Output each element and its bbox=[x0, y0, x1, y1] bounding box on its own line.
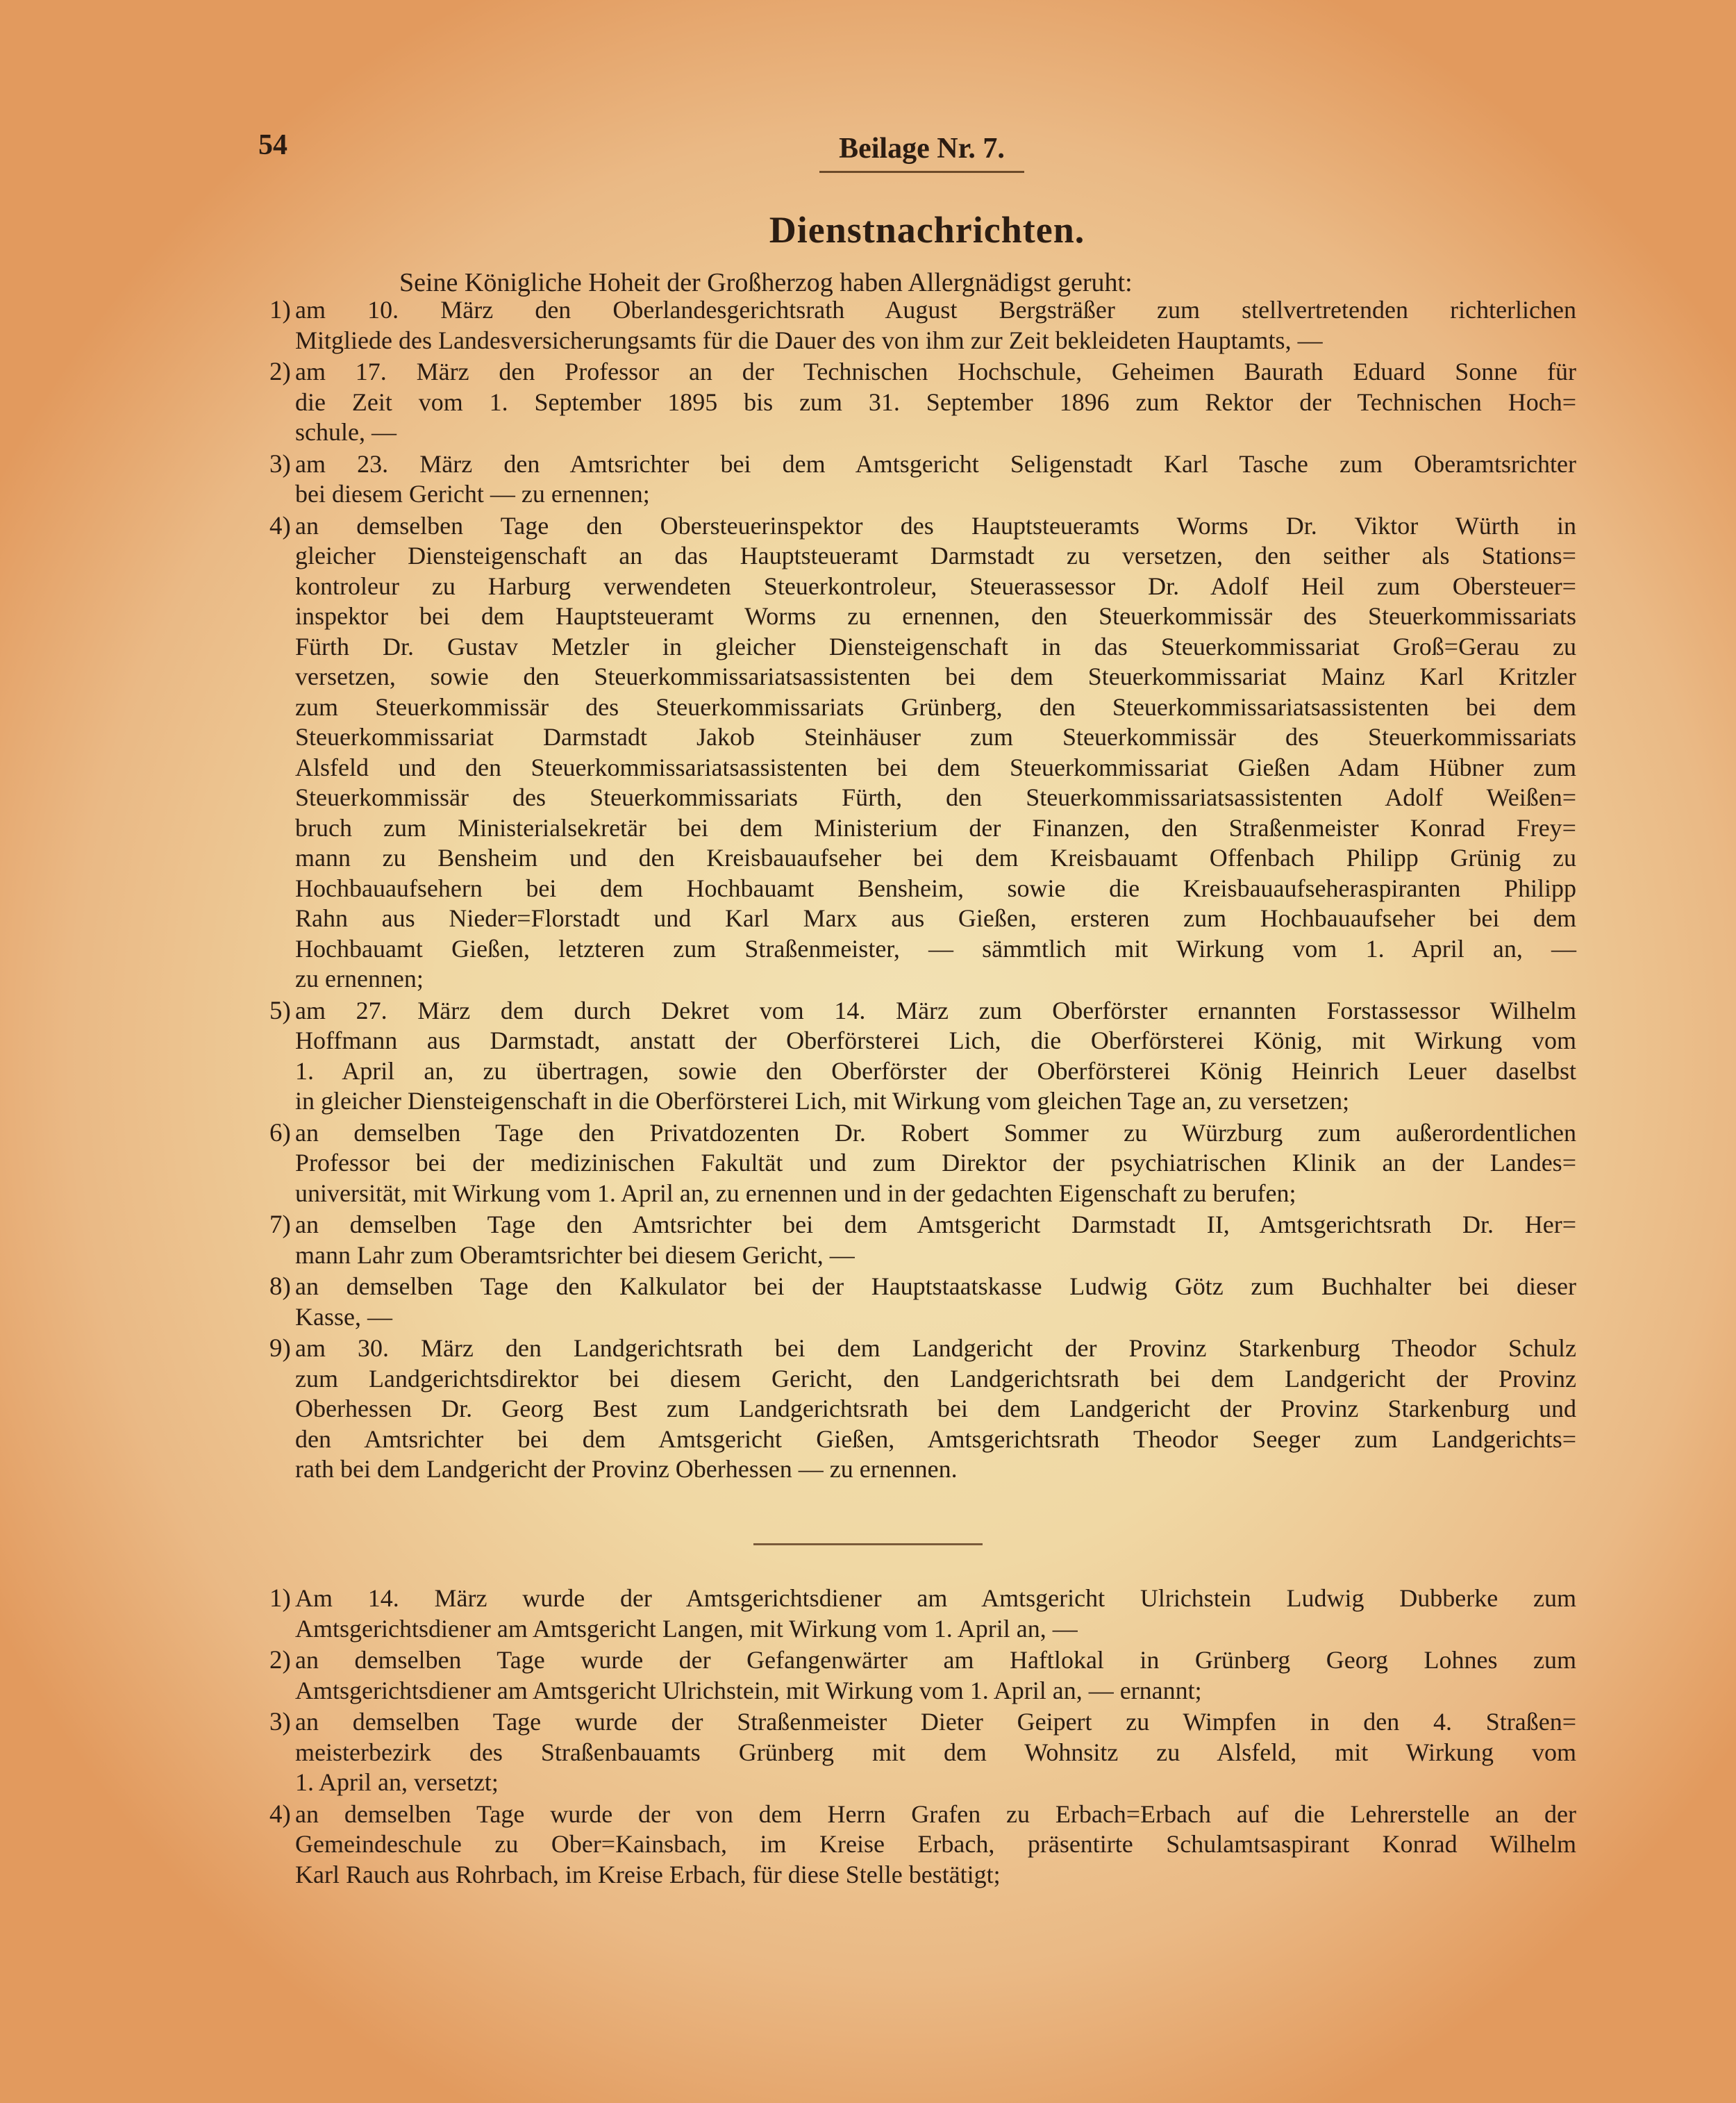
text-line: meisterbezirk des Straßenbauamts Grünberg mit dem Wohnsitz zu Alsfeld, mit Wirkung vom bbox=[295, 1738, 1576, 1766]
text-line: kontroleur zu Harburg verwendeten Steuerkontroleur, Steuerassessor Dr. Adolf Heil zum Obersteuer= bbox=[295, 572, 1576, 600]
item-number: 7) bbox=[269, 1211, 291, 1239]
text-line: mann Lahr zum Oberamtsrichter bei diesem Gericht, — bbox=[295, 1240, 855, 1269]
text-line: Karl Rauch aus Rohrbach, im Kreise Erbach, für diese Stelle bestätigt; bbox=[295, 1860, 1001, 1888]
text-line: 1. April an, versetzt; bbox=[295, 1768, 499, 1796]
text-line: am 23. März den Amtsrichter bei dem Amtsgericht Seligenstadt Karl Tasche zum Oberamtsrichter bbox=[295, 449, 1576, 478]
text-line: am 27. März dem durch Dekret vom 14. März zum Oberförster ernannten Forstassessor Wilhelm bbox=[295, 996, 1576, 1024]
item-number: 4) bbox=[269, 511, 291, 540]
text-line: an demselben Tage den Amtsrichter bei dem Amtsgericht Darmstadt II, Amtsgerichtsrath Dr. Her= bbox=[295, 1211, 1576, 1238]
running-header: Beilage Nr. 7. bbox=[839, 133, 1005, 165]
item-number: 6) bbox=[269, 1118, 291, 1147]
text-line: Amtsgerichtsdiener am Amtsgericht Langen, mit Wirkung vom 1. April an, — bbox=[295, 1614, 1078, 1643]
list-item bbox=[0, 1210, 1736, 1270]
text-line: Amtsgerichtsdiener am Amtsgericht Ulrichstein, mit Wirkung vom 1. April an, — ernannt; bbox=[295, 1676, 1202, 1704]
item-number: 8) bbox=[269, 1272, 291, 1301]
text-line: an demselben Tage den Privatdozenten Dr. Robert Sommer zu Würzburg zum außerordentlichen bbox=[295, 1118, 1576, 1147]
page-number: 54 bbox=[258, 129, 287, 161]
text-line: Steuerkommissariat Darmstadt Jakob Steinhäuser zum Steuerkommissär des Steuerkommissariats bbox=[295, 723, 1576, 751]
page-title: Dienstnachrichten. bbox=[769, 209, 1085, 251]
appointments-section-royal bbox=[0, 295, 1736, 1486]
text-line: an demselben Tage den Obersteuerinspektor des Hauptsteueramts Worms Dr. Viktor Würth in bbox=[295, 511, 1576, 540]
text-line: Hochbauamt Gießen, letzteren zum Straßenmeister, — sämmtlich mit Wirkung vom 1. April an, — bbox=[295, 934, 1576, 963]
header-underline bbox=[819, 171, 1024, 173]
text-line: an demselben Tage den Kalkulator bei der Hauptstaatskasse Ludwig Götz zum Buchhalter bei dieser bbox=[295, 1272, 1576, 1300]
text-line: am 10. März den Oberlandesgerichtsrath August Bergsträßer zum stellvertretenden richterlichen bbox=[295, 296, 1576, 324]
text-line: am 30. März den Landgerichtsrath bei dem Landgericht der Provinz Starkenburg Theodor Schulz bbox=[295, 1334, 1576, 1362]
item-number: 2) bbox=[269, 358, 291, 386]
item-number: 4) bbox=[269, 1799, 291, 1829]
list-item bbox=[0, 1118, 1736, 1209]
text-line: rath bei dem Landgericht der Provinz Oberhessen — zu ernennen. bbox=[295, 1455, 958, 1483]
list-item bbox=[0, 1707, 1736, 1798]
text-line: zum Steuerkommissär des Steuerkommissariats Grünberg, den Steuerkommissariatsassistenten bei dem bbox=[295, 692, 1576, 721]
list-item bbox=[0, 1645, 1736, 1706]
text-line: an demselben Tage wurde der Gefangenwärter am Haftlokal in Grünberg Georg Lohnes zum bbox=[295, 1646, 1576, 1674]
item-number: 1) bbox=[269, 1584, 291, 1613]
list-item bbox=[0, 511, 1736, 995]
text-line: Fürth Dr. Gustav Metzler in gleicher Diensteigenschaft in das Steuerkommissariat Groß=Gerau zu bbox=[295, 632, 1576, 660]
item-number: 3) bbox=[269, 449, 291, 479]
text-line: schule, — bbox=[295, 418, 397, 446]
text-line: universität, mit Wirkung vom 1. April an, zu ernennen und in der gedachten Eigenschaft zu berufen; bbox=[295, 1179, 1296, 1207]
text-line: Hoffmann aus Darmstadt, anstatt der Oberförsterei Lich, die Oberförsterei König, mit Wirkung vom bbox=[295, 1026, 1576, 1054]
text-line: bruch zum Ministerialsekretär bei dem Ministerium der Finanzen, den Straßenmeister Konrad Frey= bbox=[295, 813, 1576, 842]
intro-sentence: Seine Königliche Hoheit der Großherzog haben Allergnädigst geruht: bbox=[399, 268, 1133, 297]
text-line: gleicher Diensteigenschaft an das Hauptsteueramt Darmstadt zu versetzen, den seither als Stations= bbox=[295, 542, 1576, 570]
list-item bbox=[0, 449, 1736, 510]
item-number: 3) bbox=[269, 1708, 291, 1736]
list-item bbox=[0, 357, 1736, 448]
list-item bbox=[0, 1584, 1736, 1644]
text-line: Hochbauaufsehern bei dem Hochbauamt Bensheim, sowie die Kreisbauaufseheraspiranten Philipp bbox=[295, 874, 1576, 902]
item-number: 5) bbox=[269, 996, 291, 1025]
text-line: zu ernennen; bbox=[295, 965, 424, 992]
text-line: versetzen, sowie den Steuerkommissariatsassistenten bei dem Steuerkommissariat Mainz Karl Kritzler bbox=[295, 663, 1576, 690]
text-line: die Zeit vom 1. September 1895 bis zum 31. September 1896 zum Rektor der Technischen Hoch= bbox=[295, 388, 1576, 416]
text-line: am 17. März den Professor an der Technischen Hochschule, Geheimen Baurath Eduard Sonne für bbox=[295, 358, 1576, 385]
text-line: den Amtsrichter bei dem Amtsgericht Gießen, Amtsgerichtsrath Theodor Seeger zum Landgerichts= bbox=[295, 1424, 1576, 1453]
text-line: Am 14. März wurde der Amtsgerichtsdiener am Amtsgericht Ulrichstein Ludwig Dubberke zum bbox=[295, 1584, 1576, 1612]
item-number: 1) bbox=[269, 296, 291, 324]
list-item bbox=[0, 1272, 1736, 1332]
text-line: inspektor bei dem Hauptsteueramt Worms zu ernennen, den Steuerkommissär des Steuerkommissariats bbox=[295, 602, 1576, 630]
section-divider bbox=[753, 1543, 983, 1545]
list-item bbox=[0, 1799, 1736, 1890]
text-line: Kasse, — bbox=[295, 1302, 392, 1331]
list-item bbox=[0, 1333, 1736, 1485]
text-line: an demselben Tage wurde der Straßenmeister Dieter Geipert zu Wimpfen in den 4. Straßen= bbox=[295, 1708, 1576, 1736]
text-line: an demselben Tage wurde der von dem Herrn Grafen zu Erbach=Erbach auf die Lehrerstelle an der bbox=[295, 1799, 1576, 1828]
text-line: bei diesem Gericht — zu ernennen; bbox=[295, 480, 650, 508]
text-line: mann zu Bensheim und den Kreisbauaufseher bei dem Kreisbauamt Offenbach Philipp Grünig zu bbox=[295, 844, 1576, 872]
item-number: 9) bbox=[269, 1334, 291, 1363]
text-line: Rahn aus Nieder=Florstadt und Karl Marx aus Gießen, ersteren zum Hochbauaufseher bei dem bbox=[295, 904, 1576, 932]
text-line: 1. April an, zu übertragen, sowie den Oberförster der Oberförsterei König Heinrich Leuer daselbst bbox=[295, 1056, 1576, 1085]
list-item bbox=[0, 295, 1736, 356]
text-line: Steuerkommissär des Steuerkommissariats Fürth, den Steuerkommissariatsassistenten Adolf Weißen= bbox=[295, 783, 1576, 811]
text-line: Oberhessen Dr. Georg Best zum Landgerichtsrath bei dem Landgericht der Provinz Starkenburg und bbox=[295, 1395, 1576, 1422]
appointments-section-other bbox=[0, 1584, 1736, 1891]
text-line: Professor bei der medizinischen Fakultät und zum Direktor der psychiatrischen Klinik an der Landes= bbox=[295, 1149, 1576, 1177]
item-number: 2) bbox=[269, 1646, 291, 1674]
text-line: Gemeindeschule zu Ober=Kainsbach, im Kreise Erbach, präsentirte Schulamtsaspirant Konrad Wilhelm bbox=[295, 1830, 1576, 1858]
text-line: Alsfeld und den Steuerkommissariatsassistenten bei dem Steuerkommissariat Gießen Adam Hübner zum bbox=[295, 753, 1576, 781]
text-line: in gleicher Diensteigenschaft in die Oberförsterei Lich, mit Wirkung vom gleichen Tage an, zu versetzen; bbox=[295, 1087, 1350, 1115]
text-line: Mitgliede des Landesversicherungsamts für die Dauer des von ihm zur Zeit bekleideten Hauptamts, — bbox=[295, 326, 1323, 354]
list-item bbox=[0, 996, 1736, 1117]
text-line: zum Landgerichtsdirektor bei diesem Gericht, den Landgerichtsrath bei dem Landgericht der Provinz bbox=[295, 1364, 1576, 1393]
